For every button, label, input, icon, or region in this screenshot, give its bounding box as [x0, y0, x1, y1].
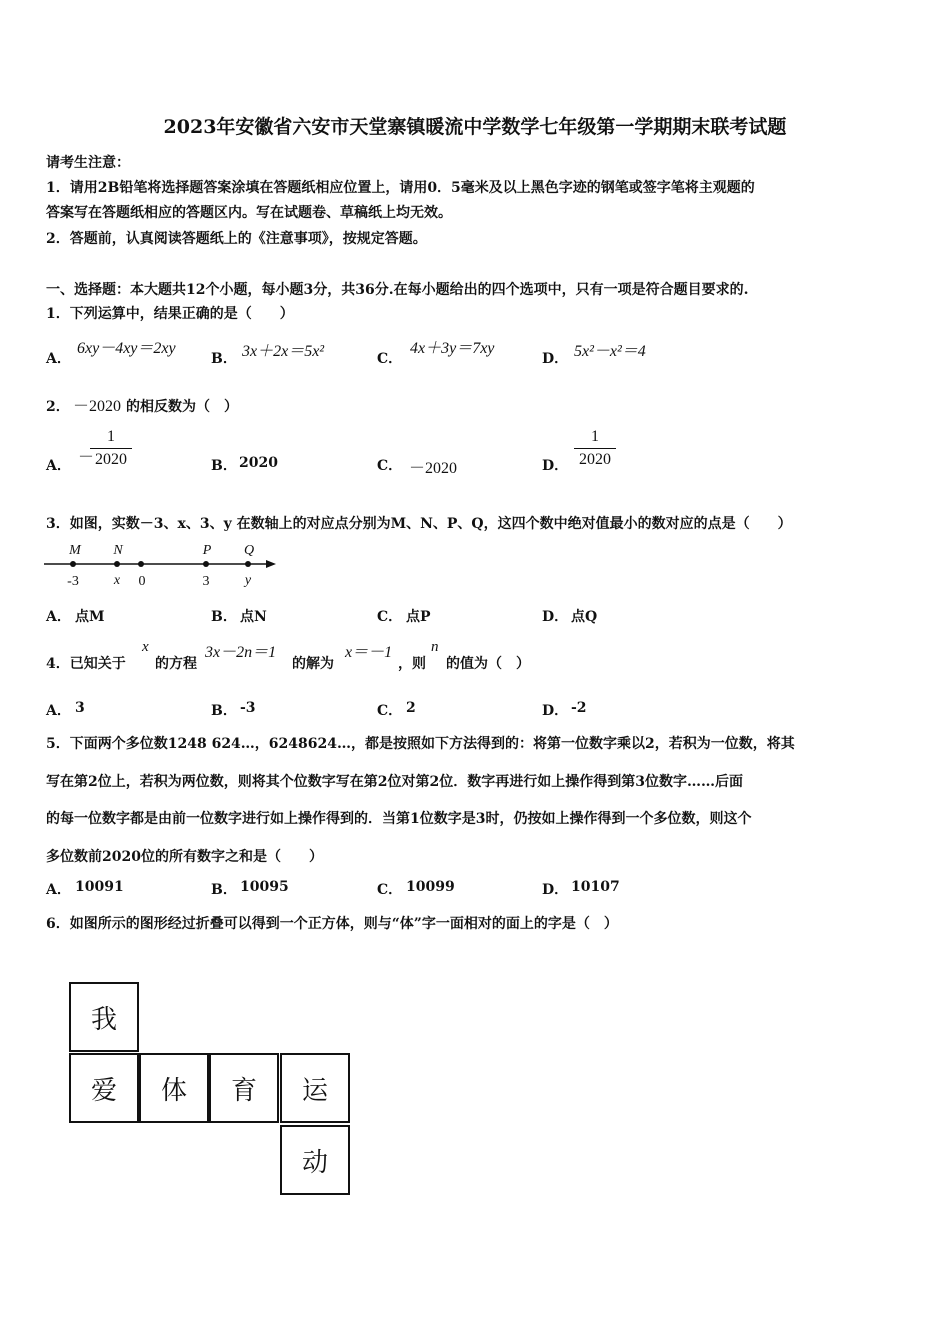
section-heading: 一、选择题：本大题共12个小题，每小题3分，共36分.在每小题给出的四个选项中，只有一项是符合题目要求的. — [46, 282, 749, 298]
cube-face: 爱 — [69, 1053, 139, 1123]
q5-option-b: 10095 — [240, 879, 289, 895]
q5-option-c: 10099 — [406, 879, 455, 895]
option-label: A． — [46, 609, 71, 625]
tick-value: y — [244, 573, 252, 588]
fraction-denominator: 2020 — [579, 451, 611, 468]
option-label: D． — [542, 882, 569, 898]
point-m-label: M — [69, 543, 81, 558]
option-label: C． — [377, 609, 403, 625]
question-6-stem: 6．如图所示的图形经过折叠可以得到一个正方体，则与“体”字一面相对的面上的字是（ ） — [46, 916, 618, 932]
tick-value: x — [113, 573, 121, 588]
option-label: A． — [46, 351, 71, 367]
notice-line: 2．答题前，认真阅读答题纸上的《注意事项》，按规定答题。 — [46, 231, 427, 247]
option-label: A． — [46, 882, 71, 898]
fraction-numerator: 1 — [107, 428, 115, 445]
notice-line: 答案写在答题纸相应的答题区内。写在试题卷、草稿纸上均无效。 — [46, 205, 452, 221]
q5-option-d: 10107 — [571, 879, 620, 895]
q2-option-b: 2020 — [239, 455, 278, 471]
option-label: B． — [211, 609, 237, 625]
q4-option-d: -2 — [571, 700, 587, 716]
q1-option-b: 3x＋2x＝5x² — [242, 343, 325, 360]
question-4-text: 的方程 — [155, 656, 197, 672]
question-5-line: 5．下面两个多位数1248 624…，6248624…，都是按照如下方法得到的：将第一位数字乘以2，若积为一位数，将其 — [46, 736, 795, 752]
notice-heading: 请考生注意： — [46, 155, 130, 171]
question-4-text: ，则 — [398, 656, 426, 672]
q3-option-c: 点P — [406, 609, 431, 625]
q3-option-d: 点Q — [571, 609, 598, 625]
option-label: C． — [377, 351, 403, 367]
option-label: D． — [542, 351, 569, 367]
question-4-text: 的解为 — [292, 656, 334, 672]
number-line-arrow-icon — [266, 560, 276, 568]
option-label: A． — [46, 458, 71, 474]
q4-option-a: 3 — [75, 700, 85, 716]
q3-option-b: 点N — [240, 609, 267, 625]
question-5-line: 多位数前2020位的所有数字之和是（ ） — [46, 849, 323, 865]
option-label: D． — [542, 703, 569, 719]
question-4-var-x: x — [142, 639, 149, 655]
fraction-denominator: 2020 — [95, 451, 127, 468]
page-title: 2023年安徽省六安市天堂寨镇暖流中学数学七年级第一学期期末联考试题 — [163, 116, 787, 138]
fraction-numerator: 1 — [591, 428, 599, 445]
q2-option-c: －2020 — [409, 460, 458, 477]
question-2-stem: 的相反数为（ ） — [126, 399, 238, 415]
option-label: C． — [377, 882, 403, 898]
option-label: B． — [211, 703, 237, 719]
option-label: B． — [211, 458, 237, 474]
point-p-dot — [203, 561, 209, 567]
tick-value: 3 — [202, 574, 210, 589]
question-4-var-n: n — [431, 639, 439, 655]
question-4-solution: x＝－1 — [345, 644, 393, 661]
point-q-label: Q — [243, 543, 255, 558]
tick-value: 0 — [138, 574, 146, 589]
question-2-expr: －2020 — [73, 398, 122, 415]
option-label: D． — [542, 609, 569, 625]
question-2-number: 2． — [46, 399, 70, 415]
q1-option-d: 5x²－x²＝4 — [574, 343, 646, 360]
option-label: C． — [377, 458, 403, 474]
option-label: A． — [46, 703, 71, 719]
notice-line: 1．请用2B铅笔将选择题答案涂填在答题纸相应位置上，请用0．5毫米及以上黑色字迹的钢笔或签字笔将主观题的 — [46, 180, 755, 196]
question-1-stem: 1．下列运算中，结果正确的是（ ） — [46, 306, 294, 322]
option-label: B． — [211, 351, 237, 367]
origin-dot — [138, 561, 144, 567]
cube-face: 体 — [139, 1053, 209, 1123]
q3-option-a: 点M — [75, 609, 105, 625]
q2-option-a-fraction — [90, 428, 132, 469]
cube-face: 运 — [280, 1053, 350, 1123]
question-4-text: 4．已知关于 — [46, 656, 126, 672]
cube-face: 动 — [280, 1125, 350, 1195]
fraction-bar — [90, 448, 132, 449]
q1-option-a: 6xy－4xy＝2xy — [77, 340, 176, 357]
point-q-dot — [245, 561, 251, 567]
q5-option-a: 10091 — [75, 879, 124, 895]
option-label: D． — [542, 458, 569, 474]
point-m-dot — [70, 561, 76, 567]
q1-option-c: 4x＋3y＝7xy — [410, 340, 495, 357]
q2-option-d-fraction — [574, 428, 616, 469]
question-3-stem: 3．如图，实数－3、x、3、y 在数轴上的对应点分别为M、N、P、Q，这四个数中绝对值最小的数对应的点是（ ） — [46, 516, 792, 532]
point-n-dot — [114, 561, 120, 567]
q4-option-c: 2 — [406, 700, 416, 716]
point-p-label: P — [202, 543, 212, 558]
question-4-text: 的值为（ ） — [446, 656, 530, 672]
question-5-line: 写在第2位上，若积为两位数，则将其个位数字写在第2位对第2位．数字再进行如上操作得到第3位数字……后面 — [46, 774, 743, 790]
option-label: C． — [377, 703, 403, 719]
cube-face: 育 — [209, 1053, 279, 1123]
fraction-bar — [574, 448, 616, 449]
number-line-figure — [40, 538, 280, 592]
question-5-line: 的每一位数字都是由前一位数字进行如上操作得到的．当第1位数字是3时，仍按如上操作得到一个多位数，则这个 — [46, 811, 752, 827]
point-n-label: N — [113, 543, 123, 558]
q4-option-b: -3 — [240, 700, 256, 716]
q2-option-a-sign: － — [78, 449, 95, 466]
option-label: B． — [211, 882, 237, 898]
question-4-equation: 3x－2n＝1 — [205, 644, 277, 661]
cube-face: 我 — [69, 982, 139, 1052]
tick-value: -3 — [67, 574, 79, 589]
